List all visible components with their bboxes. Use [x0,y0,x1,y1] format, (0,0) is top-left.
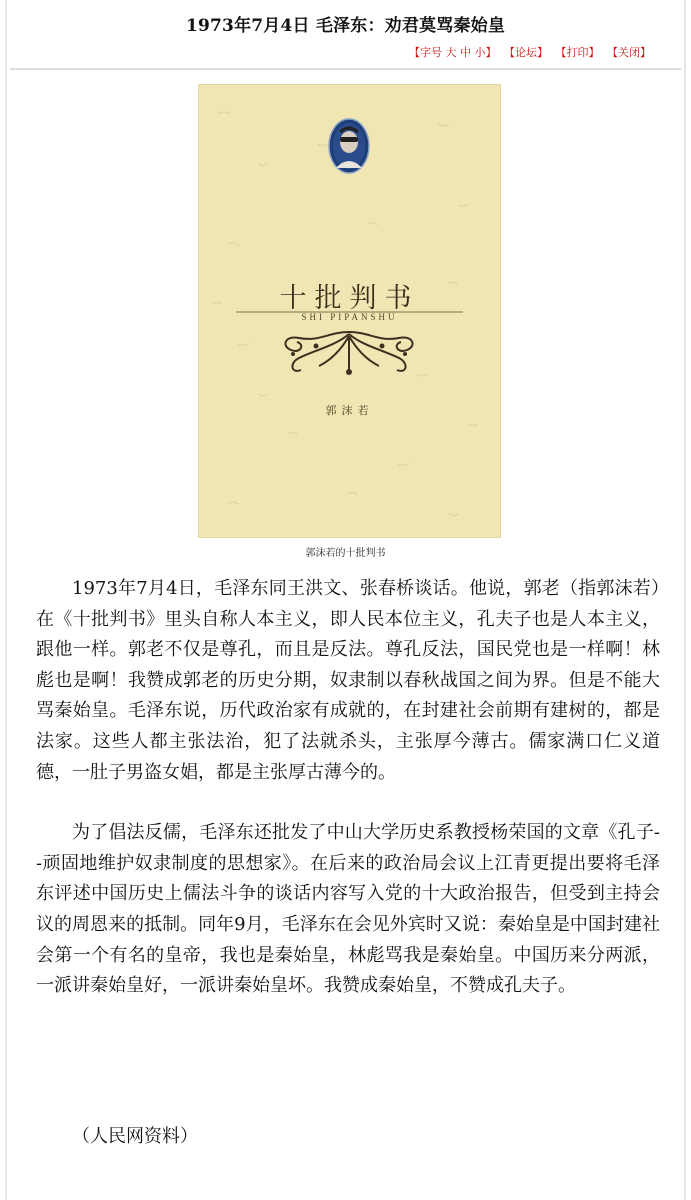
page-header [0,0,691,72]
book-cover-image [198,84,501,538]
cover-ornament [285,332,412,372]
left-page-edge [5,0,7,1200]
article-paragraph-1: 1973年7月4日，毛泽东同王洪文、张春桥谈话。他说，郭老（指郭沫若）在《十批判书》里头自称人本主义，即人民本位主义，孔夫子也是人本主义，跟他一样。郭老不仅是尊孔，而且是反法。尊孔反法，国民党也是一样啊！林彪也是啊！我赞成郭老的历史分期，奴隶制以春秋战国之间为界。但是不能大骂秦始皇。毛泽东说，历代政治家有成就的，在封建社会前期有建树的，都是法家。这些人都主张法治，犯了法就杀头，主张厚今薄古。儒家满口仁义道德，一肚子男盗女娼，都是主张厚古薄今的。 [36,578,660,783]
article-source: （人民网资料） [72,1126,198,1147]
article-toolbar [409,44,651,60]
article-paragraph-2: 为了倡法反儒，毛泽东还批发了中山大学历史系教授杨荣国的文章《孔子--顽固地维护奴隶制度的思想家》。在后来的政治局会议上江青更提出要将毛泽东评述中国历史上儒法斗争的谈话内容写入党的十大政治报告，但受到主持会议的周恩来的抵制。同年9月，毛泽东在会见外宾时又说：秦始皇是中国封建社会第一个有名的皇帝，我也是秦始皇，林彪骂我是秦始皇。中国历来分两派，一派讲秦始皇好，一派讲秦始皇坏。我赞成秦始皇，不赞成孔夫子。 [36,822,660,997]
image-caption: 郭沫若的十批判书 [305,548,386,559]
cover-author: 郭沫若 [325,404,374,417]
font-size-large-link[interactable]: 大 [445,46,457,59]
print-link[interactable]: 【打印】 [555,46,600,59]
font-size-bracket-close: 】 [485,46,497,59]
font-size-small-link[interactable]: 小 [474,46,486,59]
forum-link[interactable]: 【论坛】 [504,46,548,59]
header-divider [10,68,681,70]
cover-pinyin: SHI PIPANSHU [301,312,398,322]
close-link[interactable]: 【关闭】 [607,46,651,59]
article-body [36,574,660,1032]
font-size-label: 【字号 [409,46,442,59]
right-page-edge [684,0,686,1200]
font-size-medium-link[interactable]: 中 [460,46,471,59]
article-title: 1973年7月4日 毛泽东：劝君莫骂秦始皇 [185,16,506,36]
cover-title: 十批判书 [279,283,420,314]
